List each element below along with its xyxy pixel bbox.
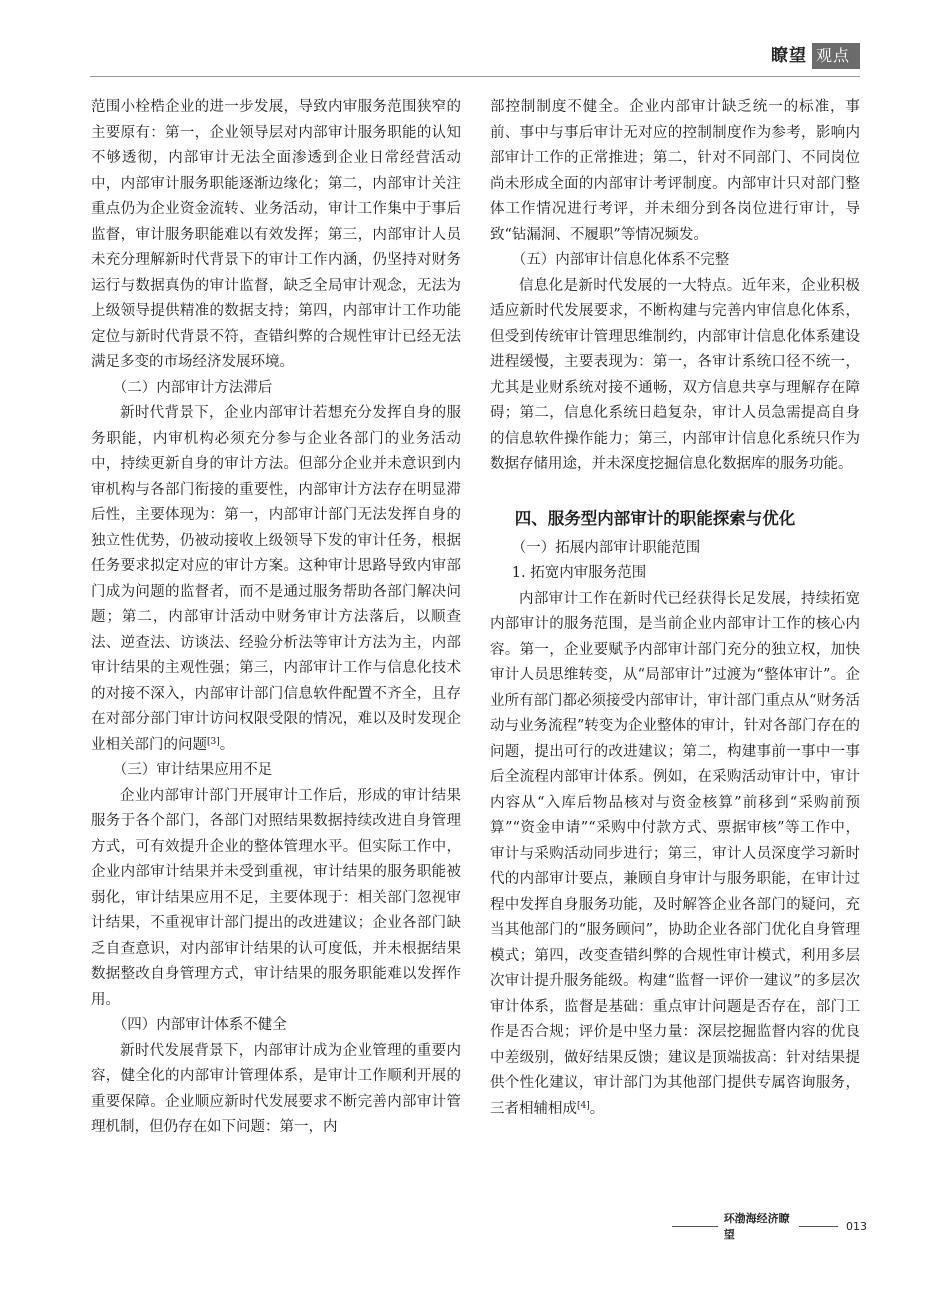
section-tag: 观点 [812,43,860,69]
paragraph-text: 内部审计工作在新时代已经获得长足发展，持续拓宽内部审计的服务范围，是当前企业内部审计工作的核心内容。第一，企业要赋予内部审计部门充分的独立权，加快审计人员思维转变，从“局部审计”过渡为“整体审计”。企业所有部门都必须接受内部审计，审计部门重点从“财务活动与业务流程”转变为企业整体的审计，针对各部门存在的问题，提出可行的改进建议；第二，构建事前一事中一事后全流程内部审计体系。例如，在采购活动审计中，审计内容从“入库后物品核对与资金核算”前移到“采购前预算”“资金申请”“采购中付款方式、票据审核”等工作中，审计与采购活动同步进行；第三，审计人员深度学习新时代的内部审计要点，兼顾自身审计与服务职能，在审计过程中发挥自身服务功能，及时解答企业各部门的疑问，充当其他部门的“服务顾问”，协助企业各部门优化自身管理模式；第四，改变查错纠弊的合规性审计模式，利用多层次审计提升服务能级。构建“监督一评价一建议”的多层次审计体系，监督是基础：重点审计问题是否存在，部门工作是否合规；评价是中坚力量：深层挖掘监督内容的优良中差级别，做好结果反馈；建议是顶端拔高：针对结果提供个性化建议，审计部门为其他部门提供专属咨询服务，三者相辅相成 [490,590,860,1117]
magazine-brand: 瞭望 [770,46,807,66]
citation-ref: [3] [207,736,220,747]
subheading-method-lag: （二）内部审计方法滞后 [112,379,273,396]
subheading-informatization: （五）内部审计信息化体系不完整 [511,252,730,268]
subheading-expand-scope: （一）拓展内部审计职能范围 [511,539,701,556]
header-divider [90,76,860,77]
footer-rule-left [672,1226,718,1227]
paragraph-informatization: 信息化是新时代发展的一大特点。近年来，企业积极适应新时代发展要求，不断构建与完善内审信息化体系，但受到传统审计管理思维制约，内部审计信息化体系建设进程缓慢，主要表现为：第一，各审计系统口径不统一，尤其是业财系统对接不通畅，双方信息共享与理解存在障碍；第二，信息化系统日趋复杂，审计人员急需提高自身的信息软件操作能力；第三，内部审计信息化系统只作为数据存储用途，并未深度挖掘信息化数据库的服务功能。 [490,277,860,472]
paragraph-continued: 部控制制度不健全。企业内部审计缺乏统一的标准，事前、事中与事后审计无对应的控制制度作为参考，影响内部审计工作的正常推进；第二，针对不同部门、不同岗位尚未形成全面的内部审计考评制度。内部审计只对部门整体工作情况进行考评，并未细分到各岗位进行审计，导致“钻漏洞、不履职”等情况频发。 [490,99,860,243]
page-footer [672,1212,867,1241]
subheading-result-application: （三）审计结果应用不足 [112,762,273,778]
paragraph-widen-service [490,587,860,1123]
paragraph-method-lag [91,401,461,758]
journal-name: 环渤海经济瞭望 [723,1212,790,1241]
left-column [91,95,461,1205]
paragraph-continued: 范围小栓梏企业的进一步发展，导致内审服务范围狭窄的主要原有：第一，企业领导层对内部审计服务职能的认知不够透彻，内部审计无法全面渗透到企业日常经营活动中，内部审计服务职能逐渐边缘化；第二，内部审计关注重点仍为企业资金流转、业务活动，审计工作集中于事后监督，审计服务职能难以有效发挥；第三，内部审计人员未充分理解新时代背景下的审计工作内涵，仍坚持对财务运行与数据真伪的审计监督，缺乏全局审计观念，无法为上级领导提供精准的数据支持；第四，内部审计工作功能定位与新时代背景不符，查错纠弊的合规性审计已经无法满足多变的市场经济发展环境。 [91,99,461,370]
paragraph-audit-system: 新时代发展背景下，内部审计成为企业管理的重要内容，健全化的内部审计管理体系，是审计工作顺利开展的重要保障。企业顺应新时代发展要求不断完善内部审计管理机制，但仍存在如下问题：第一，内 [91,1042,461,1135]
citation-ref: [4] [577,1100,590,1111]
right-column [490,95,860,1205]
header-brand [771,43,860,69]
section-heading: 四、服务型内部审计的职能探索与优化 [514,508,796,528]
subheading-widen-service: 1. 拓宽内审服务范围 [511,565,647,581]
paragraph-end: 。 [219,736,235,753]
page-number: 013 [846,1219,867,1233]
paragraph-text: 新时代背景下，企业内部审计若想充分发挥自身的服务职能，内审机构必须充分参与企业各部门的业务活动中，持续更新自身的审计方法。但部分企业并未意识到内审机构与各部门衔接的重要性，内部审计方法存在明显滞后性，主要体现为：第一，内部审计部门无法发挥自身的独立性优势，仍被动接收上级领导下发的审计任务，根据任务要求拟定对应的审计方案。这种审计思路导致内审部门成为问题的监督者，而不是通过服务帮助各部门解决问题；第二，内部审计活动中财务审计方法落后，以顺查法、逆查法、访谈法、经验分析法等审计方法为主，内部审计结果的主观性强；第三，内部审计工作与信息化技术的对接不深入，内部审计部门信息软件配置不齐全，且存在对部分部门审计访问权限受限的情况，难以及时发现企业相关部门的问题 [91,405,461,753]
paragraph-end: 。 [589,1100,605,1117]
paragraph-result-application: 企业内部审计部门开展审计工作后，形成的审计结果服务于各个部门，各部门对照结果数据持续改进自身管理方式，可有效提升企业的整体管理水平。但实际工作中，企业内部审计结果并未受到重视，审计结果的服务职能被弱化，审计结果应用不足，主要体现于：相关部门忽视审计结果，不重视审计部门提出的改进建议；企业各部门缺乏自查意识，对内部审计结果的认可度低，并未根据结果数据整改自身管理方式，审计结果的服务职能难以发挥作用。 [91,787,461,1008]
footer-rule-right [799,1226,838,1227]
subheading-audit-system: （四）内部审计体系不健全 [112,1017,287,1033]
